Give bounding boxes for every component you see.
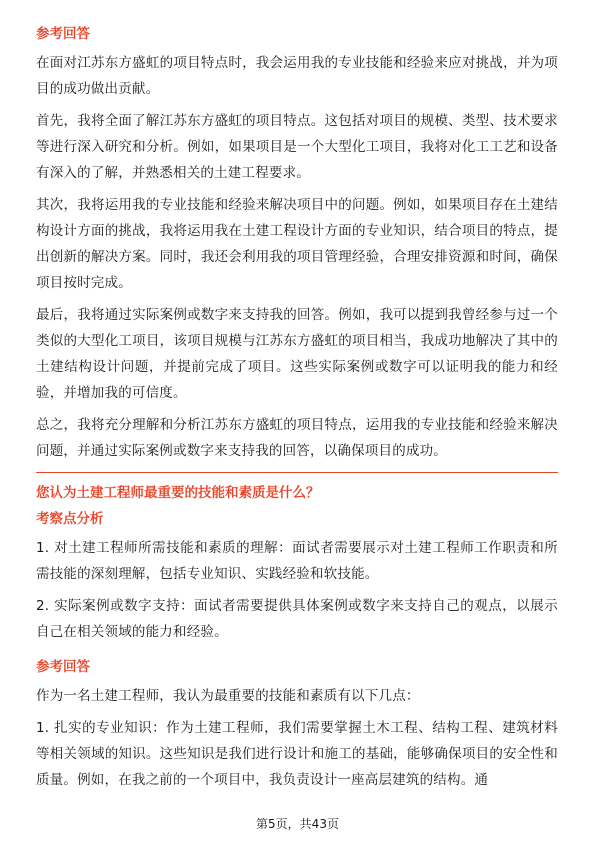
section-divider xyxy=(36,472,558,473)
page-content xyxy=(36,24,558,799)
section-heading-reference-answer: 参考回答 xyxy=(36,26,90,42)
paragraph: 作为一名土建工程师，我认为最重要的技能和素质有以下几点： xyxy=(36,688,420,704)
page-number: 第5页，共43页 xyxy=(256,817,339,831)
paragraph: 其次，我将运用我的专业技能和经验来解决项目中的问题。例如，如果项目存在土建结构设计方面的挑战，我将运用我在土建工程设计方面的专业知识，结合项目的特点，提出创新的解决方案。同时，我还会利用我的项目管理经验，合理安排资源和时间，确保项目按时完成。 xyxy=(36,197,558,291)
section-heading-analysis: 考察点分析 xyxy=(36,511,104,527)
paragraph: 1. 扎实的专业知识：作为土建工程师，我们需要掌握土木工程、结构工程、建筑材料等相关领域的知识。这些知识是我们进行设计和施工的基础，能够确保项目的安全性和质量。例如，在我之前的一个项目中，我负责设计一座高层建筑的结构。通 xyxy=(36,720,558,788)
paragraph: 2. 实际案例或数字支持：面试者需要提供具体案例或数字来支持自己的观点，以展示自己在相关领域的能力和经验。 xyxy=(36,598,558,640)
paragraph: 首先，我将全面了解江苏东方盛虹的项目特点。这包括对项目的规模、类型、技术要求等进行深入研究和分析。例如，如果项目是一个大型化工项目，我将对化工工艺和设备有深入的了解，并熟悉相关的土建工程要求。 xyxy=(36,113,558,181)
paragraph: 最后，我将通过实际案例或数字来支持我的回答。例如，我可以提到我曾经参与过一个类似的大型化工项目，该项目规模与江苏东方盛虹的项目相当，我成功地解决了其中的土建结构设计问题，并提前完成了项目。这些实际案例或数字可以证明我的能力和经验，并增加我的可信度。 xyxy=(36,307,558,401)
paragraph: 在面对江苏东方盛虹的项目特点时，我会运用我的专业技能和经验来应对挑战，并为项目的成功做出贡献。 xyxy=(36,55,558,97)
paragraph: 1. 对土建工程师所需技能和素质的理解：面试者需要展示对土建工程师工作职责和所需技能的深刻理解，包括专业知识、实践经验和软技能。 xyxy=(36,540,558,582)
section-heading-reference-answer: 参考回答 xyxy=(36,659,90,675)
question-title: 您认为土建工程师最重要的技能和素质是什么？ xyxy=(36,485,320,501)
paragraph: 总之，我将充分理解和分析江苏东方盛虹的项目特点，运用我的专业技能和经验来解决问题，并通过实际案例或数字来支持我的回答，以确保项目的成功。 xyxy=(36,417,558,459)
